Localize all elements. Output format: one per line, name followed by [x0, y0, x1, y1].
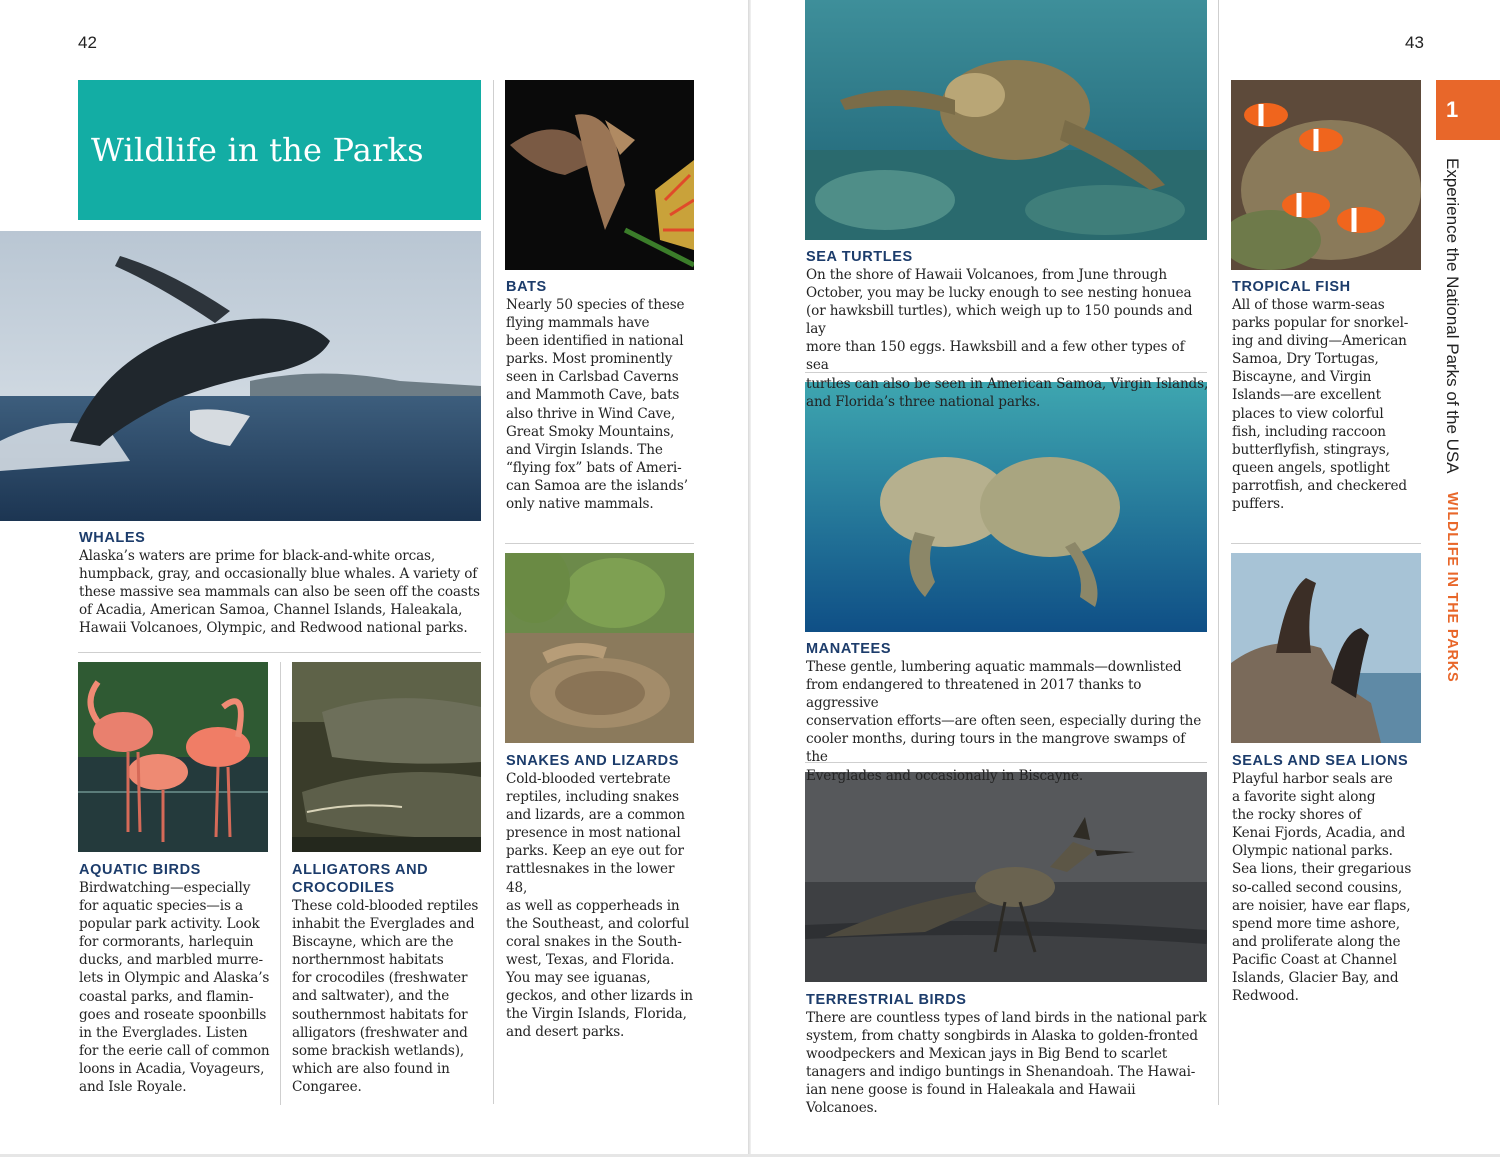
bats-heading: BATS — [506, 279, 547, 295]
book-gutter — [748, 0, 751, 1157]
row-rule — [78, 652, 481, 653]
whales-text: Alaska’s waters are prime for black-and-white orcas, humpback, gray, and occasionally blue whales. A variety of these massive sea mammals can also be seen off the coasts of Acadia, American Samoa, Channel Islands, Haleakala, Hawaii Volcanoes, Olympic, and Redwood national parks. — [79, 548, 480, 637]
clownfish-photo — [1231, 80, 1421, 270]
tropical-fish-heading: TROPICAL FISH — [1232, 279, 1351, 295]
terrestrial-birds-text: There are countless types of land birds in the national park system, from chatty songbirds in Alaska to golden-fronted woodpeckers and Mexican jays in Big Bend to scarlet tanagers and indigo buntings in Shenandoah. The Hawai- ian nene goose is found in Haleakala and Hawaii Volcanoes. — [806, 1010, 1207, 1117]
manatees-heading: MANATEES — [806, 641, 892, 657]
page-number-right: 43 — [1405, 33, 1424, 52]
section-title-banner — [78, 80, 481, 220]
manatee-photo — [805, 382, 1207, 632]
terrestrial-birds-heading: TERRESTRIAL BIRDS — [806, 992, 967, 1008]
snakes-heading: SNAKES AND LIZARDS — [506, 753, 679, 769]
running-head — [1442, 158, 1462, 683]
chapter-number: 1 — [1446, 97, 1459, 122]
row-rule — [1231, 543, 1421, 544]
roadrunner-photo — [805, 772, 1207, 982]
whale-photo — [0, 231, 481, 521]
alligators-text: These cold-blooded reptiles inhabit the Everglades and Biscayne, which are the northernmost habitats for crocodiles (freshwater and saltwater), and the southernmost habitats for alligators (freshwater and some brackish wetlands), which are also found in Congaree. — [292, 898, 479, 1095]
sea-turtles-text: On the shore of Hawaii Volcanoes, from June through October, you may be lucky enough to see nesting honuea (or hawksbill turtles), which weigh up to 150 pounds and lay more than 150 eggs. Hawksbill and a few other types of sea turtles can also be seen in American Samoa, Virgin Islands, and Florida’s three national parks. — [806, 267, 1209, 410]
column-rule — [280, 662, 281, 1105]
seals-text: Playful harbor seals are a favorite sight along the rocky shores of Kenai Fjords, Acadia, and Olympic national parks. Sea lions, their gregarious so-called second cousins, are noisier, have ear flaps, spend more time ashore, and proliferate along the Pacific Coast at Channel Islands, Glacier Bay, and Redwood. — [1232, 771, 1412, 1005]
page-number-left: 42 — [78, 33, 97, 52]
sea-lion-photo — [1231, 553, 1421, 743]
aquatic-birds-text: Birdwatching—especially for aquatic species—is a popular park activity. Look for cormorants, harlequin ducks, and marbled murre- lets in Olympic and Alaska’s coastal parks, and flamin- goes and roseate spoonbills in the Everglades. Listen for the eerie call of common loons in Acadia, Voyageurs, and Isle Royale. — [79, 880, 270, 1096]
sea-turtle-photo — [805, 0, 1207, 240]
bat-photo — [505, 80, 694, 270]
row-rule — [505, 543, 694, 544]
alligator-photo — [292, 662, 481, 852]
snake-photo — [505, 553, 694, 743]
whales-heading: WHALES — [79, 530, 146, 546]
sea-turtles-heading: SEA TURTLES — [806, 249, 913, 265]
chapter-tab — [1436, 80, 1500, 140]
flamingo-photo — [78, 662, 268, 852]
page-title: Wildlife in the Parks — [91, 131, 424, 169]
seals-heading: SEALS AND SEA LIONS — [1232, 753, 1409, 769]
manatees-text: These gentle, lumbering aquatic mammals—downlisted from endangered to threatened in 2017 thanks to aggressive conservation efforts—are often seen, especially during the cooler months, during tours in the mangrove swamps of the Everglades and occasionally in Biscayne. — [806, 659, 1202, 784]
snakes-text: Cold-blooded vertebrate reptiles, including snakes and lizards, are a common presence in most national parks. Keep an eye out for rattlesnakes in the lower 48, as well as copperheads in the Southeast, and colorful coral snakes in the South- west, Texas, and Florida. You may see iguanas, geckos, and other lizards in the Virgin Islands, Florida, and desert parks. — [506, 771, 693, 1041]
column-rule — [493, 80, 494, 1104]
book-title: Experience the National Parks of the USA — [1443, 158, 1462, 474]
section-name: WILDLIFE IN THE PARKS — [1444, 492, 1460, 683]
column-rule — [1218, 0, 1219, 1105]
tropical-fish-text: All of those warm-seas parks popular for snorkel- ing and diving—American Samoa, Dry Tortugas, Biscayne, and Virgin Islands—are excellent places to view colorful fish, including raccoon butterflyfish, stingrays, queen angels, spotlight parrotfish, and checkered puffers. — [1232, 297, 1409, 513]
alligators-heading: ALLIGATORS AND CROCODILES — [292, 862, 429, 896]
bats-text: Nearly 50 species of these flying mammals have been identified in national parks. Most prominently seen in Carlsbad Caverns and Mammoth Cave, bats also thrive in Wind Cave, Great Smoky Mountains, and Virgin Islands. The “flying fox” bats of Ameri- can Samoa are the islands’ only native mammals. — [506, 297, 688, 513]
aquatic-birds-heading: AQUATIC BIRDS — [79, 862, 201, 878]
